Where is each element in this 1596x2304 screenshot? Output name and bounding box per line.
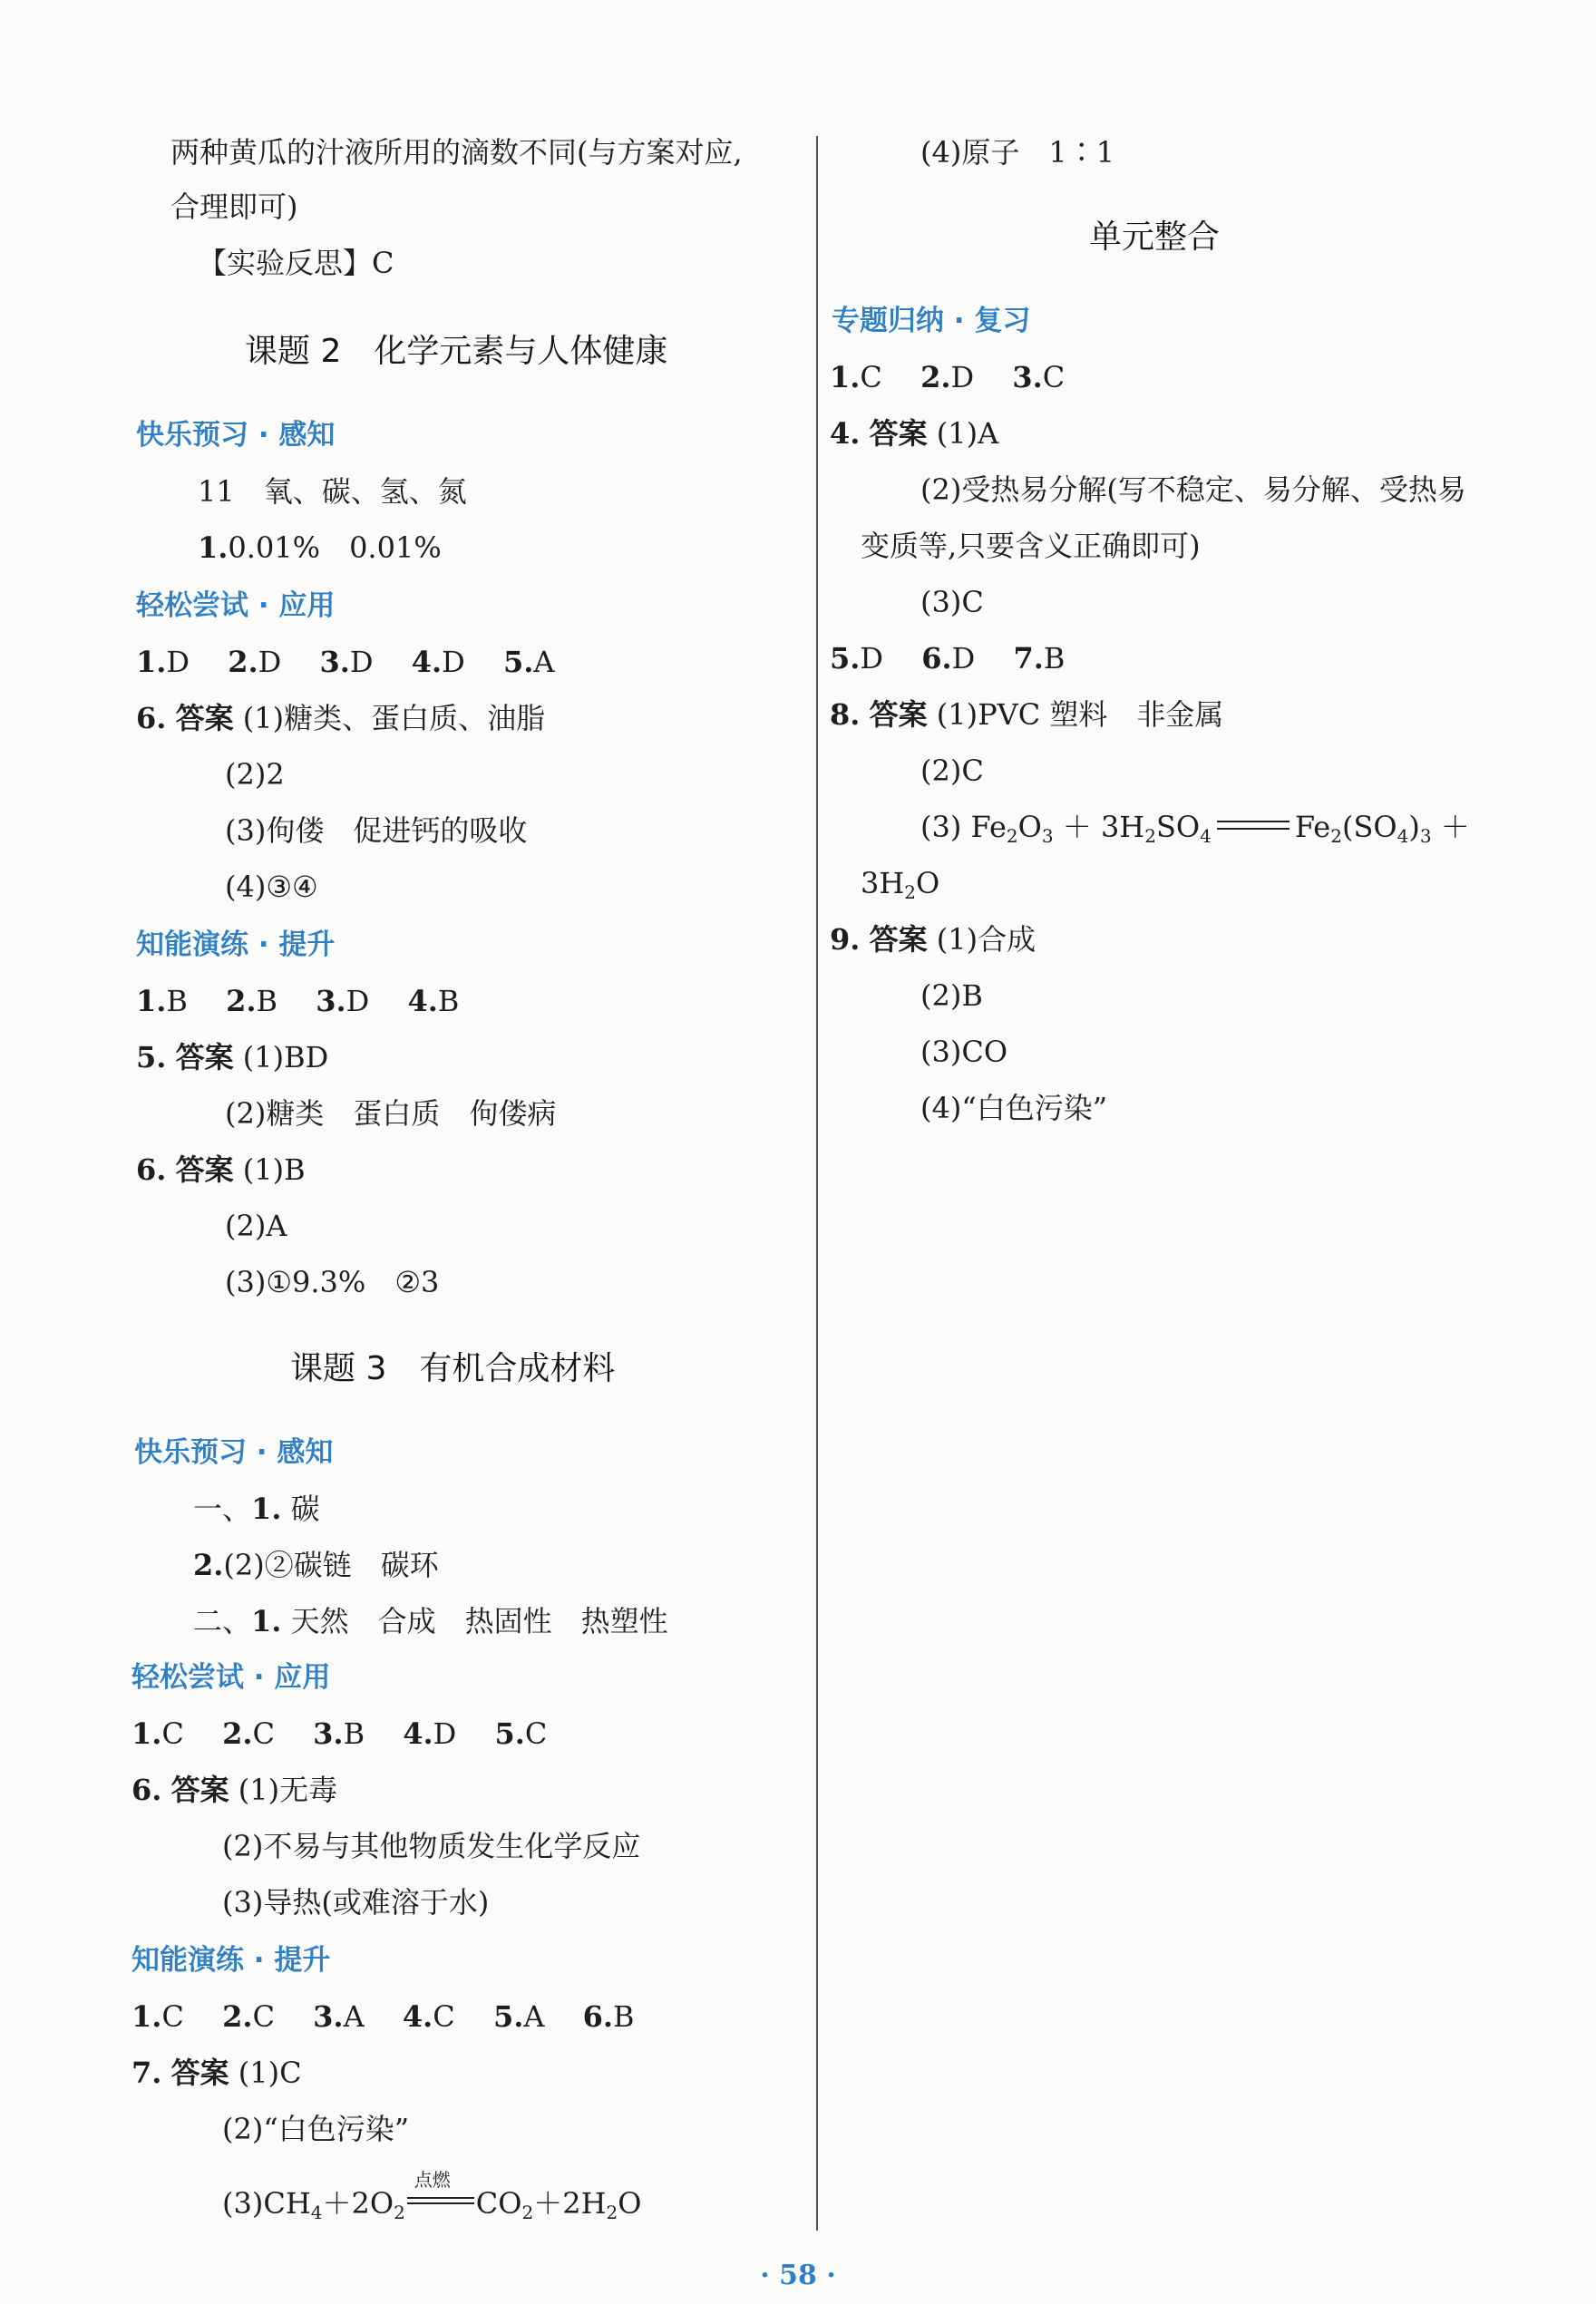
part-marker: 二、 [193,1604,252,1638]
answer-line: (2)“白色污染” [222,2112,410,2146]
question-number: 6. [582,1999,614,2034]
answer-line: (2)受热易分解(写不稳定、易分解、受热易 [920,472,1466,507]
mc-answer: B [166,984,188,1018]
section-header: 知能演练 · 提升 [136,928,336,961]
mc-answers-row [830,640,1065,676]
question-number: 2. [228,645,258,679]
continued-answer: (4)原子 1∶1 [920,135,1115,170]
mc-answer: D [442,645,465,679]
mc-answer: B [256,984,278,1018]
mc-answer: C [252,1999,275,2034]
question-number: 3. [313,1716,344,1751]
answer-line: (2)A [225,1209,287,1243]
answer-line [198,530,442,566]
question-number: 5. [830,641,861,676]
part-marker: (3) [920,810,962,844]
answer-line [136,1039,328,1075]
mc-answer: B [613,1999,635,2034]
question-number: 3. [313,1999,344,2034]
section-header: 快乐预习 · 感知 [136,419,336,452]
reaction-condition-arrow [407,2169,474,2212]
question-number: 6. [131,1773,162,1807]
question-number: 6. [921,641,952,676]
answer-line [131,1772,337,1808]
question-number: 4. [830,416,861,451]
experiment-reflection: 【实验反思】C [198,246,394,280]
question-number: 4. [411,645,443,679]
part-marker: 一、 [193,1492,252,1526]
question-number: 1. [251,1604,282,1638]
answer-text: (1)BD [242,1040,329,1074]
mc-answer: C [161,1999,184,2034]
question-number: 4. [407,984,438,1018]
answer-label: 答案 [869,697,928,732]
mc-answer: A [523,1999,545,2034]
reaction-condition: 点燃 [414,2169,451,2191]
answer-line: (2)B [920,978,983,1013]
chemical-equation: $(3)CH_4+2O_2$ 点燃 $CO_2+2H_2O$ [222,2169,642,2223]
mc-answer: D [860,641,884,676]
question-number: 2. [222,1999,253,2034]
mc-answers-row [131,1716,547,1752]
answer-text: (1)A [936,416,999,451]
answer-line: (3)佝偻 促进钙的吸收 [225,813,528,848]
mc-answer: D [433,1716,457,1751]
question-number: 5. [492,1999,524,2034]
answer-line: 11 氧、碳、氢、氮 [198,474,467,509]
answer-line: (4)③④ [225,870,318,904]
question-number: 7. [1013,641,1044,676]
equals-sign [1217,821,1289,830]
question-number: 1. [131,1999,162,2034]
section-header: 快乐预习 · 感知 [134,1436,334,1469]
answer-line: (3)①9.3% ②3 [225,1265,440,1299]
question-number: 6. [136,1152,167,1187]
mc-answer: C [161,1716,184,1751]
question-number: 2. [226,984,257,1018]
answer-text: 碳 [290,1492,320,1526]
question-number: 1. [136,645,167,679]
lesson-3-title: 课题 3 有机合成材料 [290,1350,616,1387]
answer-line [830,696,1223,733]
answer-label: 答案 [170,1773,229,1807]
question-number: 5. [494,1716,525,1751]
answer-line: (3)C [920,585,984,619]
mc-answer: B [343,1716,365,1751]
mc-answer: B [1043,641,1066,676]
answer-line [136,1152,306,1188]
mc-answers-row [131,1998,635,2035]
mc-answer: A [343,1999,365,2034]
question-number: 1. [198,530,229,565]
part-marker: (3) [222,2186,264,2221]
section-header: 轻松尝试 · 应用 [136,589,336,622]
continued-text-line: 合理即可) [170,190,298,224]
page-number: · 58 · [760,2260,836,2291]
answer-line [193,1547,439,1583]
question-number: 3. [1012,360,1043,394]
answer-line: (2)不易与其他物质发生化学反应 [222,1829,641,1863]
answer-label: 答案 [170,2056,229,2090]
question-number: 3. [319,645,350,679]
question-number: 4. [402,1999,433,2034]
answer-line [131,2055,302,2091]
answer-line [193,1491,320,1527]
lesson-2-title: 课题 2 化学元素与人体健康 [245,333,668,370]
question-number: 2. [193,1548,224,1582]
mc-answer: C [1042,360,1066,394]
question-number: 9. [830,922,861,957]
mc-answers-row [136,644,555,680]
answer-text: (1)C [238,2056,302,2090]
mc-answers-row [830,359,1065,395]
answer-text: (1)无毒 [238,1773,338,1807]
answer-text: (2)②碳链 碳环 [223,1548,439,1582]
chemical-equation: (3) $Fe_2O_3 + 3H_2SO_4$ $Fe_2(SO_4)_3$ ＋ [920,810,1470,847]
mc-answer: C [860,360,882,394]
mc-answer: C [433,1999,455,2034]
answer-line: (4)“白色污染” [920,1091,1108,1125]
answer-line [136,700,545,736]
answer-text: 天然 合成 热固性 热塑性 [290,1604,668,1638]
mc-answer: B [437,984,460,1018]
question-number: 6. [136,701,167,735]
chemical-equation-continued: $3H_2O$ [861,866,940,903]
section-header: 知能演练 · 提升 [131,1944,331,1977]
answer-label: 答案 [175,1040,234,1074]
question-number: 2. [222,1716,253,1751]
answer-line: (3)导热(或难溶于水) [222,1885,490,1920]
answer-text: (1)B [242,1152,306,1187]
answer-text: 0.01% 0.01% [228,530,442,565]
mc-answer: D [951,641,976,676]
mc-answer: D [349,645,374,679]
answer-line [830,921,1036,958]
answer-line: (2)2 [225,757,285,792]
continued-text-line: 两种黄瓜的汁液所用的滴数不同(与方案对应, [170,135,743,170]
mc-answer: D [258,645,282,679]
mc-answer: C [252,1716,275,1751]
question-number: 5. [503,645,534,679]
mc-answer: D [345,984,370,1018]
answer-text: (1)糖类、蛋白质、油脂 [242,701,546,735]
answer-label: 答案 [869,922,928,957]
question-number: 8. [830,697,861,732]
answer-line: (2)糖类 蛋白质 佝偻病 [225,1096,557,1131]
question-number: 1. [251,1492,282,1526]
column-divider [816,136,818,2231]
answer-label: 答案 [175,701,234,735]
unit-summary-title: 单元整合 [1089,219,1221,256]
mc-answer: C [524,1716,548,1751]
question-number: 7. [131,2056,162,2090]
answer-text: (1)合成 [936,922,1036,957]
mc-answer: A [533,645,555,679]
question-number: 5. [136,1040,167,1074]
section-header: 专题归纳 · 复习 [832,305,1031,337]
question-number: 4. [403,1716,433,1751]
question-number: 1. [136,984,167,1018]
mc-answer: D [950,360,975,394]
answer-label: 答案 [175,1152,234,1187]
answer-line: 变质等,只要含义正确即可) [861,529,1201,563]
answer-line: (2)C [920,753,984,788]
question-number: 1. [830,360,861,394]
answer-label: 答案 [869,416,928,451]
question-number: 2. [920,360,951,394]
answer-text: (1)PVC 塑料 非金属 [936,697,1224,732]
answer-line [830,415,998,452]
answer-line: (3)CO [920,1035,1008,1069]
mc-answer: D [166,645,190,679]
question-number: 1. [131,1716,162,1751]
mc-answers-row [136,983,459,1019]
section-header: 轻松尝试 · 应用 [131,1661,331,1694]
question-number: 3. [316,984,346,1018]
answer-line [193,1603,668,1639]
